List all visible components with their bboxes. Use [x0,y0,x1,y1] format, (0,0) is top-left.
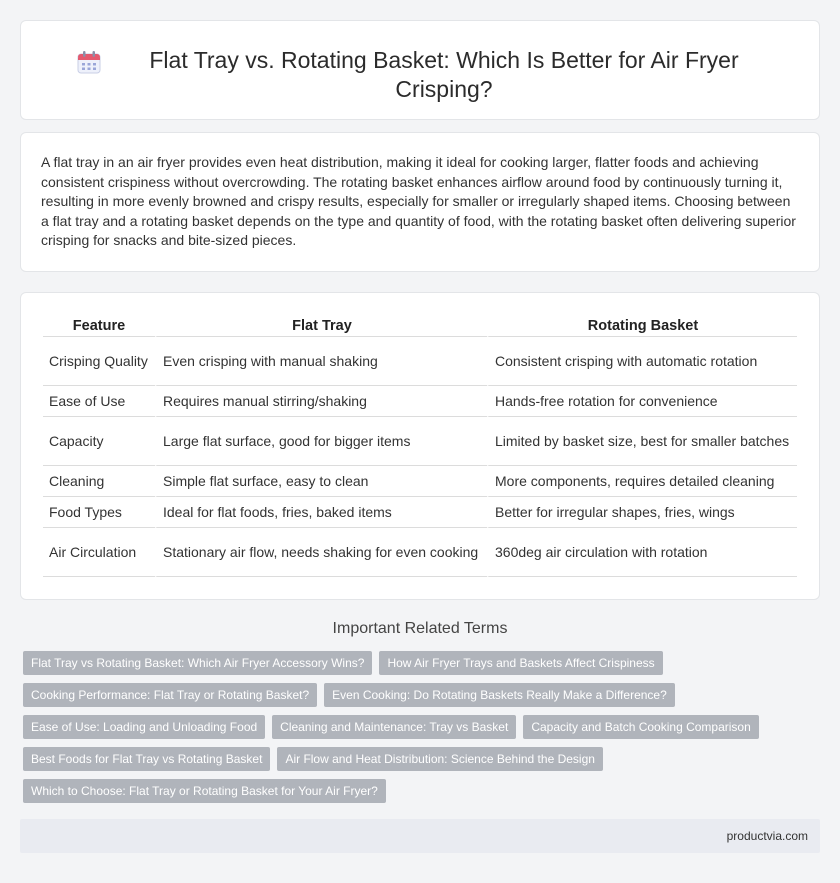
title-wrap [21,21,819,104]
table-cell: 360deg air circulation with rotation [487,528,797,577]
table-cell: Consistent crisping with automatic rotation [487,337,797,386]
related-term-tag[interactable]: Flat Tray vs Rotating Basket: Which Air Fryer Accessory Wins? [23,651,372,675]
comparison-table [43,313,797,577]
table-row [43,417,797,466]
table-cell: Simple flat surface, easy to clean [155,466,487,497]
related-term-tag[interactable]: Which to Choose: Flat Tray or Rotating Basket for Your Air Fryer? [23,779,386,803]
intro-paragraph: A flat tray in an air fryer provides even heat distribution, making it ideal for cooking larger, flatter foods and achieving consistent crispiness without overcrowding. The rotating basket enhances airflow around food by continuously turning it, resulting in more evenly browned and crispy results, especially for smaller or irregularly shaped items. Choosing between a flat tray and a rotating basket depends on the type and quantity of food, with the rotating basket often delivering superior crisping for snacks and bite-sized pieces. [41,154,796,248]
table-header: Rotating Basket [487,313,797,337]
related-term-tag[interactable]: Cleaning and Maintenance: Tray vs Basket [272,715,516,739]
calendar-icon [76,49,102,75]
page-title: Flat Tray vs. Rotating Basket: Which Is Better for Air Fryer Crisping? [149,47,739,102]
table-cell: Better for irregular shapes, fries, wings [487,497,797,528]
table-cell: Capacity [43,417,155,466]
table-row [43,497,797,528]
footer-site-name[interactable]: productvia.com [726,829,808,843]
table-cell: More components, requires detailed cleaning [487,466,797,497]
table-cell: Hands-free rotation for convenience [487,386,797,417]
related-term-tag[interactable]: Best Foods for Flat Tray vs Rotating Basket [23,747,270,771]
table-cell: Even crisping with manual shaking [155,337,487,386]
table-header: Flat Tray [155,313,487,337]
related-term-tag[interactable]: Air Flow and Heat Distribution: Science Behind the Design [277,747,603,771]
related-term-tag[interactable]: Cooking Performance: Flat Tray or Rotating Basket? [23,683,317,707]
table-row [43,466,797,497]
table-header-row [43,313,797,337]
table-cell: Limited by basket size, best for smaller batches [487,417,797,466]
table-cell: Stationary air flow, needs shaking for even cooking [155,528,487,577]
table-cell: Crisping Quality [43,337,155,386]
related-term-tag[interactable]: How Air Fryer Trays and Baskets Affect Crispiness [379,651,662,675]
table-cell: Food Types [43,497,155,528]
table-cell: Requires manual stirring/shaking [155,386,487,417]
table-cell: Air Circulation [43,528,155,577]
table-header: Feature [43,313,155,337]
title-card [20,20,820,120]
table-cell: Ease of Use [43,386,155,417]
related-term-tag[interactable]: Capacity and Batch Cooking Comparison [523,715,758,739]
related-terms-list [23,651,813,803]
table-cell: Cleaning [43,466,155,497]
table-cell: Ideal for flat foods, fries, baked items [155,497,487,528]
table-row [43,337,797,386]
table-row [43,528,797,577]
related-terms-heading: Important Related Terms [332,620,508,637]
table-cell: Large flat surface, good for bigger items [155,417,487,466]
table-row [43,386,797,417]
related-term-tag[interactable]: Even Cooking: Do Rotating Baskets Really Make a Difference? [324,683,675,707]
intro-card [20,132,820,272]
comparison-card [20,292,820,600]
footer [20,819,820,853]
related-term-tag[interactable]: Ease of Use: Loading and Unloading Food [23,715,265,739]
